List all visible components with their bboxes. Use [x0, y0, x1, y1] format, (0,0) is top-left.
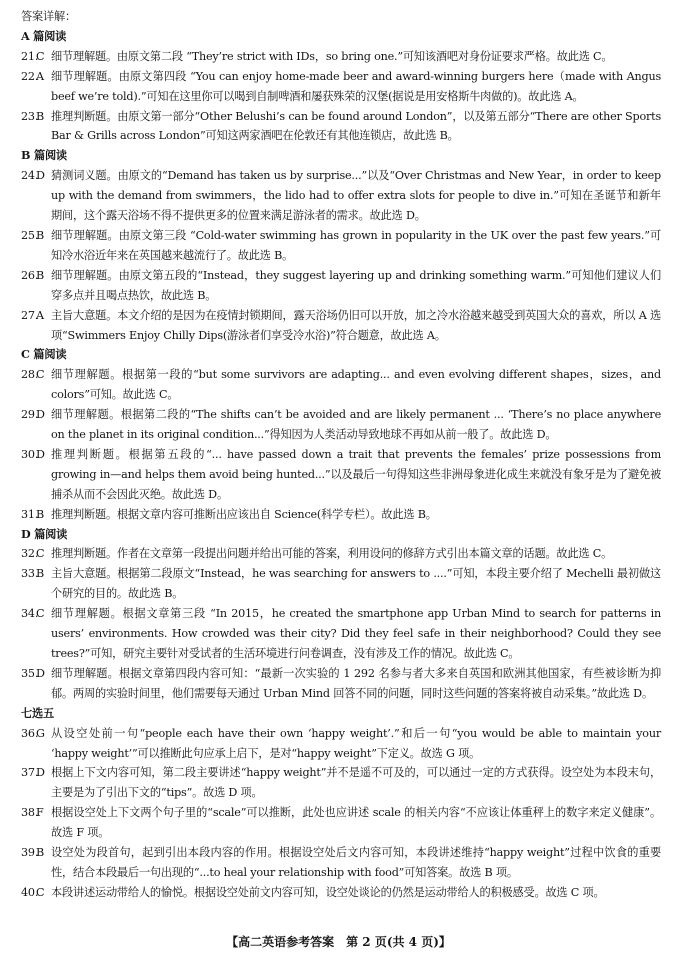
answer-letter: B — [36, 268, 45, 282]
answer-item — [21, 505, 661, 525]
answer-item — [21, 883, 661, 903]
answer-letter: D — [36, 408, 45, 422]
answer-letter: B — [36, 846, 45, 860]
answer-item — [21, 664, 661, 704]
answer-letter: B — [36, 507, 45, 521]
answer-letter: C — [36, 368, 45, 382]
answer-item — [21, 445, 661, 505]
question-number: 34. — [21, 607, 39, 621]
answer-letter: C — [36, 885, 45, 899]
question-number: 39. — [21, 846, 39, 860]
answer-letter: D — [36, 666, 45, 680]
answer-explanation: 本段讲述运动带给人的愉悦。根据设空处前文内容可知，设空处谈论的仍然是运动带给人的积极感受。故选 C 项。 — [51, 885, 605, 899]
answer-letter: C — [36, 607, 45, 621]
answer-item — [21, 166, 661, 226]
answer-explanation: 细节理解题。根据第二段的“The shifts can’t be avoided and are likely permanent ... ‘There’s no place anywhere on the planet in its original condition...”得知因为人类活动导致地球不再如从前一般了。故此选 D。 — [51, 408, 661, 442]
question-number: 23. — [21, 109, 39, 123]
question-number: 30. — [21, 447, 39, 461]
question-number: 32. — [21, 547, 39, 561]
answer-item — [21, 544, 661, 564]
answer-letter: B — [36, 109, 45, 123]
question-number: 38. — [21, 806, 39, 820]
answer-item — [21, 843, 661, 883]
question-number: 33. — [21, 567, 39, 581]
answer-explanation: 根据上下文内容可知，第二段主要讲述“happy weight”并不是遥不可及的，可以通过一定的方式获得。设空处为本段末句，主要是为了引出下文的“tips”。故选 D 项。 — [51, 766, 661, 800]
answer-explanation: 根据设空处上下文两个句子里的“scale”可以推断，此处也应讲述 scale 的相关内容“不应该让体重秤上的数字来定义健康”。故选 F 项。 — [51, 806, 661, 840]
answer-letter: D — [36, 447, 45, 461]
question-number: 29. — [21, 408, 39, 422]
question-number: 40. — [21, 885, 39, 899]
answer-explanation: 细节理解题。由原文第五段的“Instead，they suggest layering up and drinking something warm.”可知他们建议人们穿多点并且喝点热饮，故此选 B。 — [51, 268, 661, 302]
answer-explanation: 猜测词义题。由原文的“Demand has taken us by surprise...”以及“Over Christmas and New Year，in order to keep up with the demand from swimmers，the lido had to offer extra slots for people to dive in.”可知在圣诞节和新年期间，这个露天浴场不得不提供更多的位置来满足游泳者的需求。故此选 D。 — [51, 169, 661, 223]
section-title: 七选五 — [21, 705, 54, 720]
answer-item — [21, 107, 661, 147]
answer-item — [21, 724, 661, 764]
question-number: 28. — [21, 368, 39, 382]
section-title: B 篇阅读 — [21, 148, 67, 163]
answer-letter: B — [36, 228, 45, 242]
answer-item — [21, 226, 661, 266]
answer-item — [21, 306, 661, 346]
answer-explanation: 细节理解题。根据文章第三段 “In 2015，he created the smartphone app Urban Mind to search for patterns in users’ environments. How crowded was their city? Did they feel safe in their neighborhood? Could they see trees?”可知，研究主要针对受试者的生活环境进行问卷调查，没有涉及工作的情况。故此选 C。 — [51, 607, 661, 660]
answer-explanation: 推理判断题。作者在文章第一段提出问题并给出可能的答案，利用设问的修辞方式引出本篇文章的话题。故此选 C。 — [51, 547, 613, 561]
answer-item — [21, 803, 661, 843]
answer-letter: A — [36, 69, 44, 83]
question-number: 21. — [21, 49, 39, 63]
question-number: 35. — [21, 666, 39, 680]
answer-letter: D — [36, 169, 45, 183]
answer-item — [21, 67, 661, 107]
page-heading: 答案详解： — [21, 10, 76, 23]
page-footer: 【高二英语参考答案 第 2 页(共 4 页)】 — [226, 935, 451, 949]
answer-content — [21, 7, 661, 903]
section-title: D 篇阅读 — [21, 526, 68, 541]
answer-explanation: 从设空处前一句“people each have their own ‘happy weight’.”和后一句“you would be able to maintain your ‘happy weight’”可以推断此句应承上启下，是对“happy weight”下定义。故选 G 项。 — [51, 726, 661, 760]
answer-explanation: 细节理解题。由原文第三段 “Cold-water swimming has grown in popularity in the UK over the past few years.”可知冷水浴近年来在英国越来越流行了。故此选 B。 — [51, 228, 661, 262]
question-number: 31. — [21, 507, 39, 521]
answer-letter: G — [36, 726, 45, 740]
question-number: 27. — [21, 308, 39, 322]
answer-explanation: 细节理解题。由原文第二段 “They’re strict with IDs，so bring one.”可知该酒吧对身份证要求严格。故此选 C。 — [51, 49, 613, 63]
answer-explanation: 推理判断题。根据第五段的“... have passed down a trait that prevents the females’ prize possessions from growing in—and helps them avoid being hunted...”以及最后一句得知这些非洲母象进化成生来就没有象牙是为了避免被捕杀从而不会因此灭绝。故此选 D。 — [51, 447, 661, 501]
answer-item — [21, 405, 661, 445]
answer-explanation: 细节理解题。根据文章第四段内容可知：“最新一次实验的 1 292 名参与者大多来自英国和欧洲其他国家，有些被诊断为抑郁。两周的实验时间里，他们需要每天通过 Urban Mind 回答不同的问题，同时这些问题的答案将被自动采集。”故此选 D。 — [51, 666, 661, 700]
answer-letter: D — [36, 766, 45, 780]
answer-letter: F — [36, 806, 44, 820]
section-title: A 篇阅读 — [21, 28, 67, 43]
answer-item — [21, 266, 661, 306]
question-number: 36. — [21, 726, 39, 740]
question-number: 22. — [21, 69, 39, 83]
answer-item — [21, 763, 661, 803]
question-number: 26. — [21, 268, 39, 282]
answer-explanation: 推理判断题。由原文第一部分“Other Belushi’s can be found around London”，以及第五部分“There are other Sports Bar & Grills across London”可知这两家酒吧在伦敦还有其他连锁店，故此选 B。 — [51, 109, 661, 143]
answer-explanation: 推理判断题。根据文章内容可推断出应该出自 Science(科学专栏）。故此选 B。 — [51, 507, 437, 521]
question-number: 24. — [21, 169, 39, 183]
question-number: 37. — [21, 766, 39, 780]
answer-item — [21, 604, 661, 664]
section-title: C 篇阅读 — [21, 347, 67, 362]
answer-letter: B — [36, 567, 45, 581]
answer-explanation: 主旨大意题。根据第二段原文“Instead，he was searching for answers to ....”可知，本段主要介绍了 Mechelli 最初做这个研究的目的。故此选 B。 — [51, 567, 661, 601]
answer-letter: C — [36, 49, 45, 63]
answer-item — [21, 564, 661, 604]
answer-item — [21, 365, 661, 405]
answer-explanation: 主旨大意题。本文介绍的是因为在疫情封锁期间，露天浴场仍旧可以开放，加之冷水浴越来越受到英国大众的喜欢，所以 A 选项“Swimmers Enjoy Chilly Dips(游泳者们享受冷水浴)”符合题意，故此选 A。 — [51, 308, 661, 342]
answer-letter: A — [36, 308, 44, 322]
question-number: 25. — [21, 228, 39, 242]
answer-explanation: 细节理解题。由原文第四段 “You can enjoy home-made beer and award-winning burgers here（made with Angus beef we’re told).”可知在这里你可以喝到自制啤酒和屡获殊荣的汉堡(据说是用安格斯牛肉做的)。故此选 A。 — [51, 69, 661, 103]
answer-explanation: 细节理解题。根据第一段的“but some survivors are adapting... and even evolving different shapes，sizes，and colors”可知。故此选 C。 — [51, 368, 661, 402]
answer-letter: C — [36, 547, 45, 561]
answer-item — [21, 47, 661, 67]
answer-explanation: 设空处为段首句，起到引出本段内容的作用。根据设空处后文内容可知，本段讲述维持“happy weight”过程中饮食的重要性，结合本段最后一句出现的“...to heal your relationship with food”可知答案。故选 B 项。 — [51, 846, 661, 879]
